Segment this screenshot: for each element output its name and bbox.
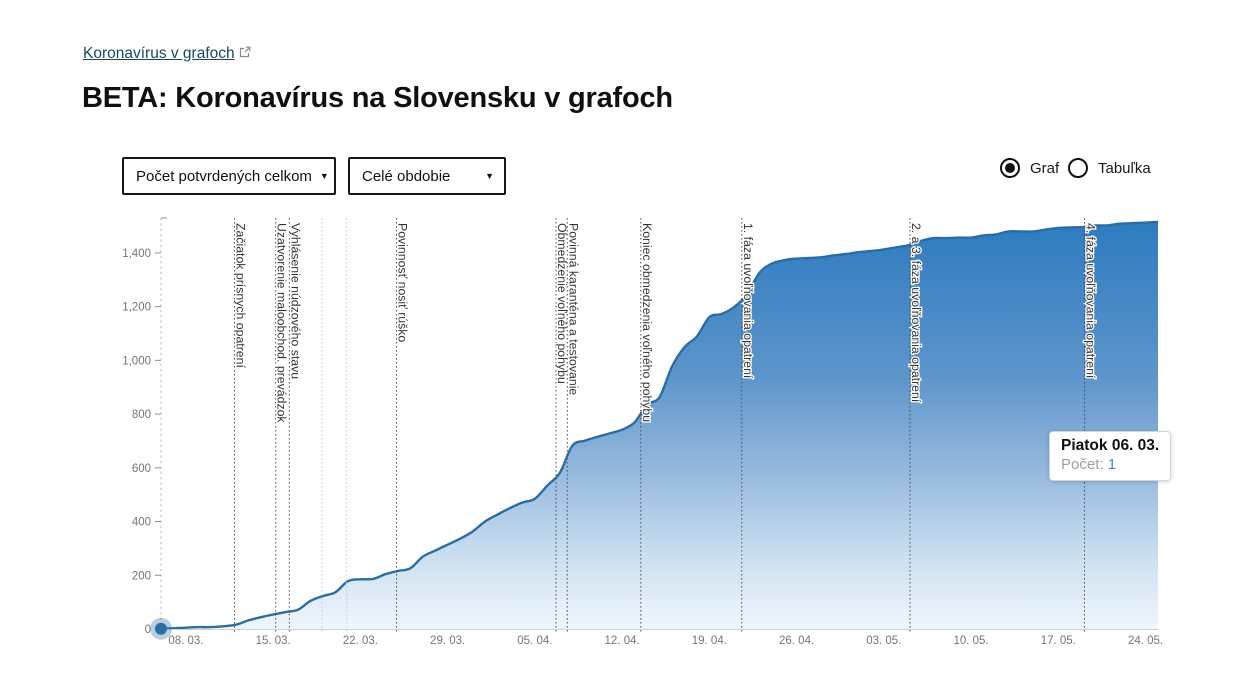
radio-graf[interactable] [1000,158,1020,178]
period-select-value: Celé obdobie [362,167,451,185]
breadcrumb-link-label: Koronavírus v grafoch [83,45,235,62]
x-tick-label: 19. 04. [691,635,727,647]
y-tick-label: 800 [131,409,151,422]
tooltip-metric-value: 1 [1107,456,1117,473]
y-tick-label: 1,200 [122,301,151,314]
external-link-icon [239,46,251,58]
x-tick-label: 03. 05. [866,635,902,647]
radio-tabulka-label[interactable]: Tabuľka [1098,160,1151,177]
metric-select-value: Počet potvrdených celkom [136,167,312,185]
metric-select[interactable] [122,157,336,195]
page-title: BETA: Koronavírus na Slovensku v grafoch [82,82,673,114]
chart-plot-area[interactable] [161,218,1158,629]
tooltip-metric-label: Počet: [1061,456,1104,473]
chart-tooltip [1049,431,1171,481]
x-tick-label: 15. 03. [255,635,291,647]
y-tick-label: 1,400 [122,247,151,260]
y-tick-label: 400 [131,516,151,529]
x-tick-label: 12. 04. [604,635,640,647]
y-tick-label: 1,000 [122,355,151,368]
x-tick-label: 29. 03. [430,635,466,647]
tooltip-date: Piatok 06. 03. [1061,437,1160,454]
x-tick-label: 05. 04. [517,635,553,647]
x-tick-label: 26. 04. [779,635,815,647]
x-tick-label: 17. 05. [1040,635,1076,647]
y-tick-label: 600 [131,462,151,475]
y-tick-label: 200 [131,570,151,583]
x-tick-label: 10. 05. [953,635,989,647]
x-tick-label: 22. 03. [342,635,378,647]
y-tick-label: 0 [144,624,151,636]
breadcrumb-link[interactable] [83,45,251,63]
x-tick-label: 24. 05. [1127,635,1164,647]
period-select[interactable] [348,157,506,195]
chart-container [0,210,1235,680]
radio-tabulka[interactable] [1068,158,1088,178]
caret-down-icon: ▼ [319,171,329,181]
radio-graf-label[interactable]: Graf [1030,160,1060,177]
caret-down-icon: ▼ [485,171,494,181]
x-tick-label: 08. 03. [168,635,204,647]
